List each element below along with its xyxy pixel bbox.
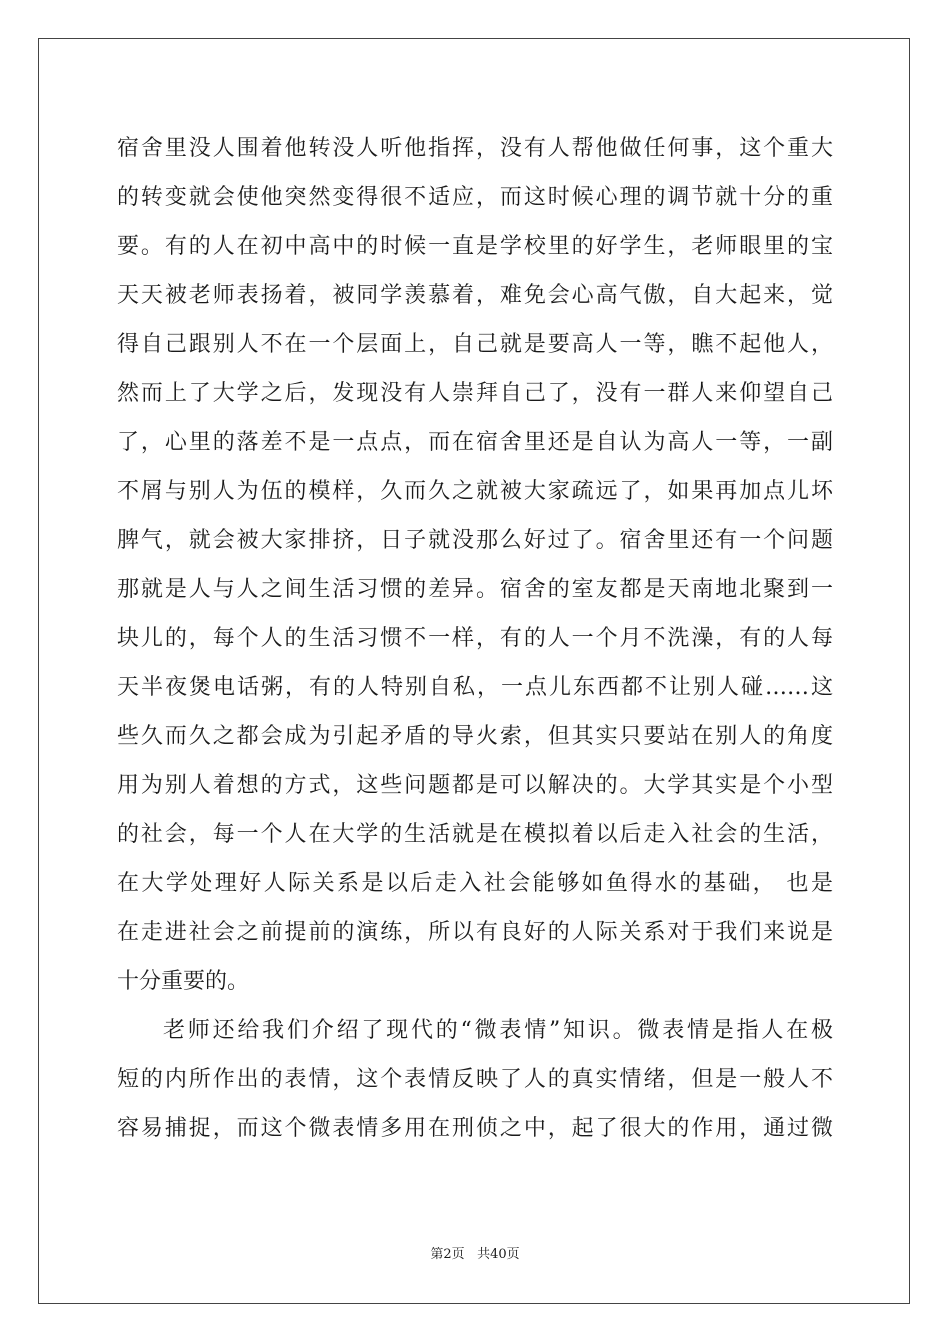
text-line: 的转变就会使他突然变得很不适应，而这时候心理的调节就十分的重 bbox=[117, 185, 833, 210]
paragraph-1 bbox=[117, 124, 833, 1006]
document-body bbox=[117, 124, 833, 1153]
text-line: 块儿的，每个人的生活习惯不一样，有的人一个月不洗澡，有的人每 bbox=[117, 626, 833, 651]
footer-gap bbox=[465, 1247, 477, 1262]
text-line: 短的内所作出的表情，这个表情反映了人的真实情绪，但是一般人不 bbox=[117, 1067, 833, 1092]
text-line: 了，心里的落差不是一点点，而在宿舍里还是自认为高人一等，一副 bbox=[117, 430, 833, 455]
page-number: 第2页 bbox=[430, 1247, 465, 1262]
text-line: 然而上了大学之后，发现没有人崇拜自己了，没有一群人来仰望自己 bbox=[117, 381, 833, 406]
text-line: 天天被老师表扬着，被同学羡慕着，难免会心高气傲，自大起来，觉 bbox=[117, 283, 833, 308]
page-total: 共40页 bbox=[477, 1247, 520, 1262]
text-line: 十分重要的。 bbox=[117, 969, 250, 994]
text-line: 老师还给我们介绍了现代的“微表情”知识。微表情是指人在极 bbox=[163, 1018, 833, 1043]
text-line: 天半夜煲电话粥，有的人特别自私，一点儿东西都不让别人碰……这 bbox=[117, 675, 833, 700]
text-line: 在大学处理好人际关系是以后走入社会能够如鱼得水的基础， 也是 bbox=[117, 871, 833, 896]
paragraph-2 bbox=[117, 1006, 833, 1153]
text-line: 得自己跟别人不在一个层面上，自己就是要高人一等，瞧不起他人， bbox=[117, 332, 833, 357]
text-line: 的社会，每一个人在大学的生活就是在模拟着以后走入社会的生活， bbox=[117, 822, 833, 847]
text-line: 在走进社会之前提前的演练，所以有良好的人际关系对于我们来说是 bbox=[117, 920, 833, 945]
text-line: 用为别人着想的方式，这些问题都是可以解决的。大学其实是个小型 bbox=[117, 773, 833, 798]
text-line: 脾气，就会被大家排挤，日子就没那么好过了。宿舍里还有一个问题 bbox=[117, 528, 833, 553]
text-line: 宿舍里没人围着他转没人听他指挥，没有人帮他做任何事，这个重大 bbox=[117, 136, 833, 161]
text-line: 要。有的人在初中高中的时候一直是学校里的好学生，老师眼里的宝 bbox=[117, 234, 833, 259]
text-line: 那就是人与人之间生活习惯的差异。宿舍的室友都是天南地北聚到一 bbox=[117, 577, 833, 602]
text-line: 不屑与别人为伍的模样，久而久之就被大家疏远了，如果再加点儿坏 bbox=[117, 479, 833, 504]
text-line: 容易捕捉，而这个微表情多用在刑侦之中，起了很大的作用，通过微 bbox=[117, 1116, 833, 1141]
text-line: 些久而久之都会成为引起矛盾的导火索，但其实只要站在别人的角度 bbox=[117, 724, 833, 749]
page-footer bbox=[0, 1243, 950, 1262]
